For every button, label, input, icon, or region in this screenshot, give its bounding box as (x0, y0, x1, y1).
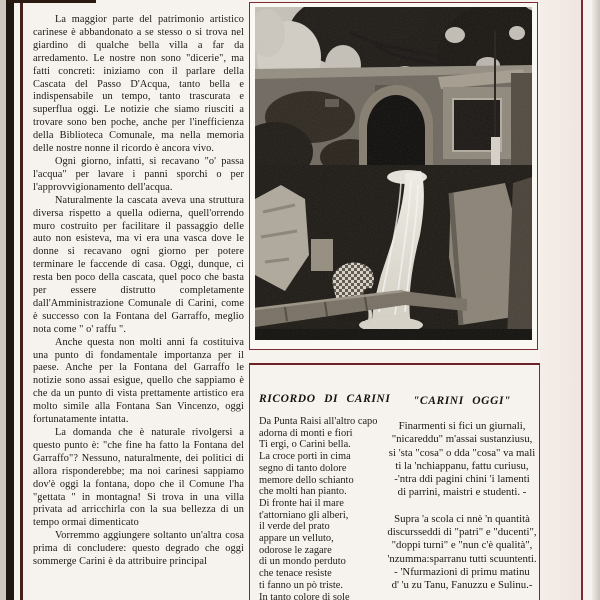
poem-line: -'ntra ddi pagini chini 'i lamenti (394, 473, 530, 486)
poem-line: odorose le zagare (259, 544, 332, 556)
poem-line: discursseddi di "patri" e "ducenti", (387, 526, 537, 539)
poem-line: 'nzumma:sparranu tutti scuuntenti. (387, 552, 537, 565)
scan-tint (540, 0, 581, 600)
poem-line: Ti ergi, o Carini bella. (259, 439, 351, 451)
poem-line: Da Punta Raisi all'altro capo (259, 416, 378, 427)
poem-line: Di fronte hai il mare (259, 497, 344, 509)
poem-ricordo-title: RICORDO DI CARINI (259, 393, 391, 405)
poem-carini-oggi-stanza1 (383, 420, 541, 500)
poem-line: La croce porti in cima (259, 451, 351, 463)
article-paragraph: Vorremmo aggiungere soltanto un'altra cosa prima di concludere: questo degrado che oggi sommerge Carini è da attribuire principal (33, 530, 244, 568)
poem-line: appare un velluto, (259, 533, 334, 545)
poems-box (249, 363, 540, 600)
poem-line: ti la 'nchiappanu, fattu curiusu, (395, 459, 529, 472)
poem-carini-oggi-title: "CARINI OGGI" (412, 395, 512, 407)
poem-line: Finarmenti si fici un giurnali, (398, 420, 526, 432)
poem-line: "doppi turni" e "nun c'è qualità", (391, 539, 533, 552)
poem-carini-oggi (383, 395, 541, 593)
article-column (33, 14, 244, 600)
poem-ricordo-lines (259, 416, 394, 600)
poem-carini-oggi-stanza2 (383, 513, 541, 593)
article-paragraph: La domanda che è naturale rivolgersi a questo punto è: "che fine ha fatto la Fontana del Garraffo"? Nessuno, naturalmente, dei politici di allora risponderebbe; ma noi carinesi sappiamo dov'è oggi la fontana, dopo che il Comune l'ha "gettata " in montagna! Si trova in una villa privata ad arricchirla con la sua bellezza di un tempo ormai dimenticato (33, 427, 244, 529)
stanza-gap (383, 500, 541, 513)
poem-line: In tanto colore di sole (259, 591, 350, 600)
article-paragraph: Naturalmente la cascata aveva una struttura diversa rispetto a quella odierna, quell'orrendo muro costruito per facilitare il passaggio delle auto non esisteva, ma vi era una vasca dove le donne si recavano ogni giorno per potere terminare le faccende di casa. Oggi, dunque, ci resta ben poco della cascata, quel poco che basta per essere distrutto completamente dall'Amministrazione Comunale di Carini, come è successo con la Fontana del Garraffo, meglio nota come " o' raffu ". (33, 194, 244, 335)
article-paragraph: Anche questa non molti anni fa costituiva una punto di fondamentale importanza per il paese. Anche per la Fontana del Garraffo le notizie sono assai esigue, quello che sappiamo è che da un punto di vista prettamente artistico era molto simile alla Fontana San Vincenzo, oggi fortunatamente intatta. (33, 336, 244, 426)
left-border-rule (20, 0, 23, 600)
poem-line: Supra 'a scola ci nnè 'n quantità (394, 512, 530, 525)
poem-line: d' 'u zu Tanu, Fanuzzu e Sulinu.- (391, 579, 533, 592)
poem-line: il verde del prato (259, 521, 330, 533)
poem-line: "nicareddu" m'assai sustanziusu, (391, 433, 533, 446)
poem-line: - 'Nfurmazioni di primu matinu (394, 565, 530, 578)
poem-line: ti fanno un pò triste. (259, 579, 343, 591)
poem-line: t'attorniano gli alberi, (259, 509, 349, 521)
poem-line: adorna di monti e fiori (259, 427, 353, 439)
article-paragraph: La maggior parte del patrimonio artistico carinese è abbandonato a se stesso o si trova nel giardino di qualche bella villa a far da arredamento. Le nostre non sono "dicerie", ma fatti concreti: iniziamo con il parlare della Cascata del Passo D'Acqua, tanto bella e indispensabile un tempo, tanto trascurata e superflua oggi. Le notizie che siamo riusciti a trovare sono ben poche, anche per l'inefficienza della Biblioteca Comunale, ma nella memoria delle nostre nonne il ricordo è ancora vivo. (33, 14, 244, 155)
top-border-rule (8, 0, 96, 3)
poem-line: che molti han pianto. (259, 486, 347, 498)
page-edge-bar (6, 0, 14, 600)
poem-line: si 'sta "cosa" o dda "cosa" va mali (388, 446, 536, 459)
right-border-rule (581, 0, 583, 600)
waterfall-photo (255, 7, 532, 340)
poem-line: che tenace resiste (259, 568, 332, 580)
poem-line: segno di tanto dolore (259, 462, 347, 474)
page-right-edge (592, 0, 600, 600)
poem-ricordo-di-carini (259, 393, 394, 600)
poem-line: memore dello schianto (259, 474, 354, 486)
photo-frame (249, 2, 538, 350)
poem-line: di un mondo perduto (259, 556, 346, 568)
article-paragraph: Ogni giorno, infatti, si recavano "o' passa l'acqua" per lavare i panni sporchi o per l'approvvigionamento dell'acqua. (33, 155, 244, 193)
poem-line: di parrini, maistri e studenti. - (397, 486, 527, 499)
